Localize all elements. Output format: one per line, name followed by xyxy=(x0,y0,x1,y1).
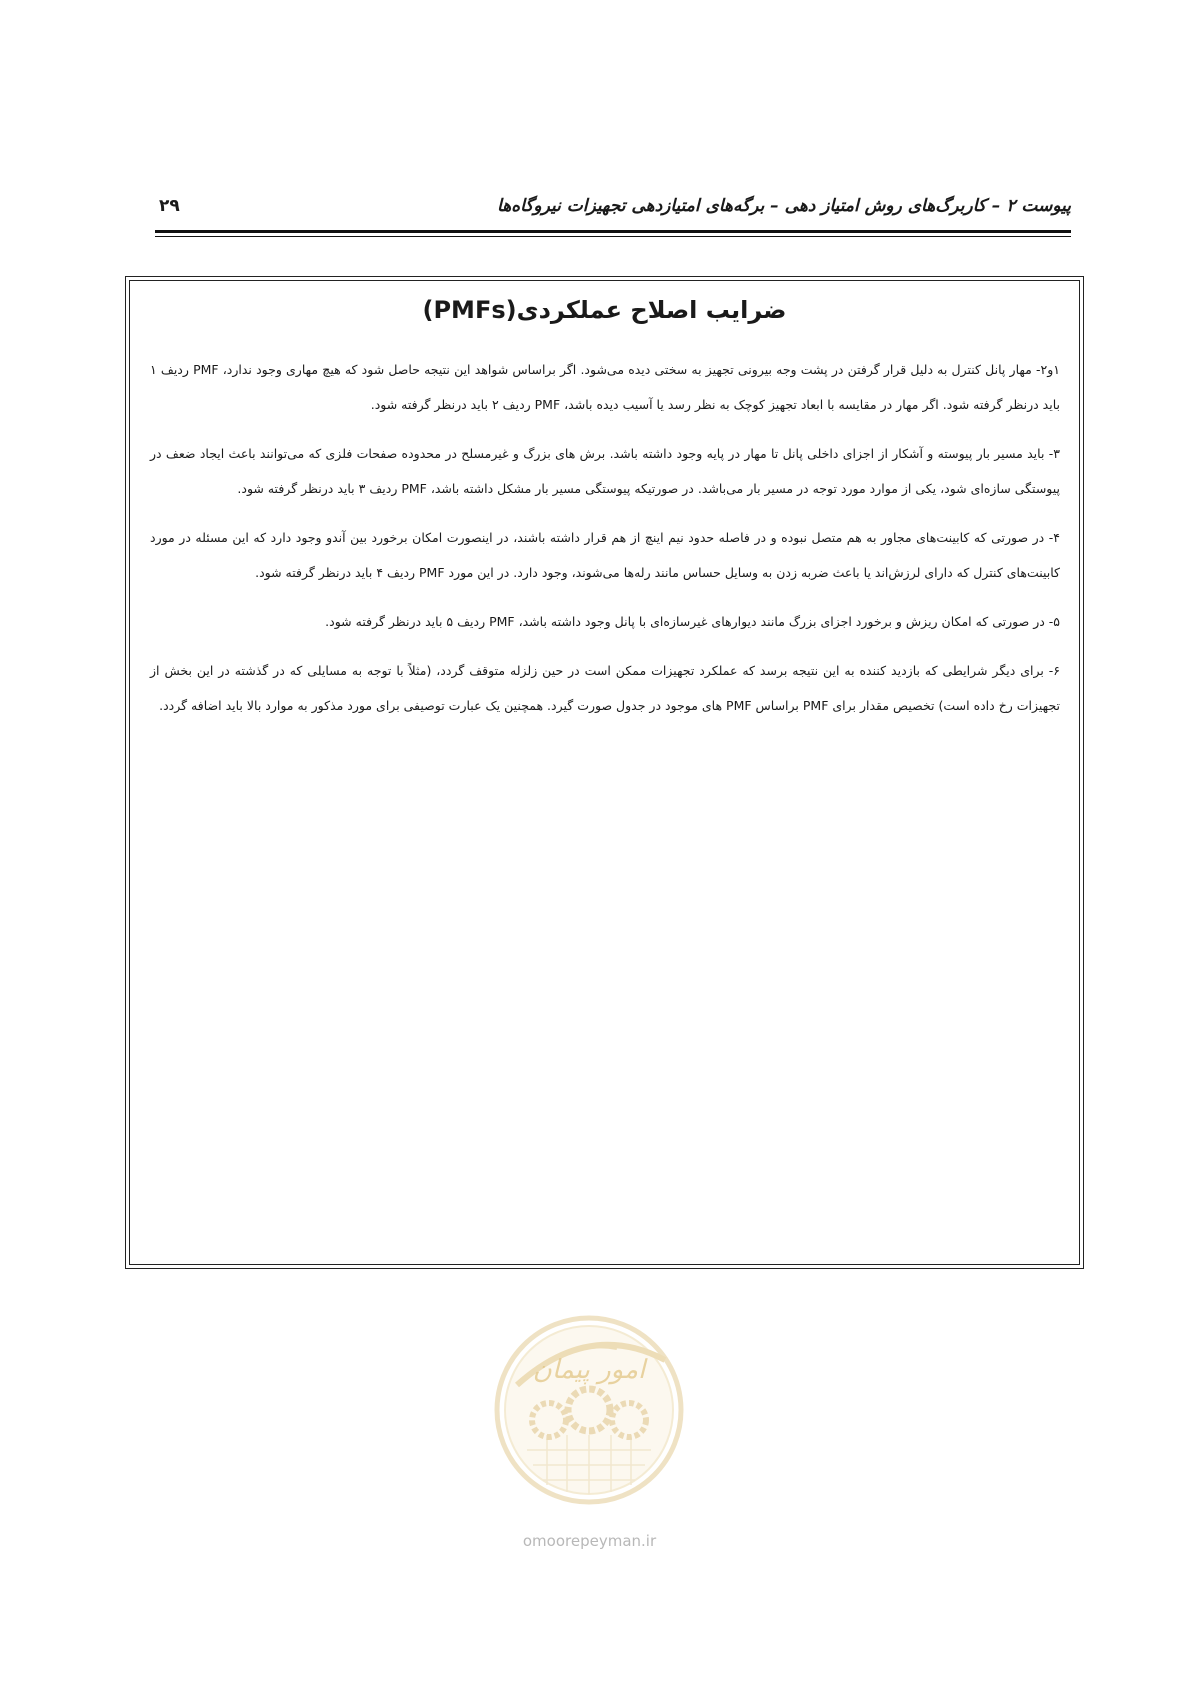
header-title: پیوست ۲ – کاربرگ‌های روش امتیاز دهی – برگه‌های امتیازدهی تجهیزات نیروگاه‌ها xyxy=(497,196,1071,216)
paragraph-pmf-1-2: ۱و۲- مهار پانل کنترل به دلیل قرار گرفتن در پشت وجه بیرونی تجهیز به سختی دیده می‌شود. اگر براساس شواهد این نتیجه حاصل شود که هیچ مهاری وجود ندارد، PMF ردیف ۱ باید درنظر گرفته شود. اگر مهار در مقایسه با ابعاد تجهیز کوچک به نظر رسد یا آسیب دیده باشد، PMF ردیف ۲ باید درنظر گرفته شود. xyxy=(150,362,1061,412)
watermark-caption: omoorepeyman.ir xyxy=(522,1532,657,1550)
watermark-logo xyxy=(487,1300,692,1525)
watermark-logo-text: امور پیمان xyxy=(532,1355,646,1385)
paragraph-pmf-3: ۳- باید مسیر بار پیوسته و آشکار از اجزای داخلی پانل تا مهار در پایه وجود داشته باشد. برش های بزرگ و غیرمسلح در محدوده صفحات فلزی که می‌توانند باعث ایجاد ضعف در پیوستگی سازه‌ای شود، یکی از موارد مورد توجه در مسیر بار می‌باشد. در صورتیکه پیوستگی مسیر بار مشکل داشته باشد، PMF ردیف ۳ باید درنظر گرفته شود. xyxy=(150,446,1060,496)
section-title: ضرایب اصلاح عملکردی(PMFs) xyxy=(422,296,787,324)
paragraph-pmf-4: ۴- در صورتی که کابینت‌های مجاور به هم متصل نبوده و در فاصله حدود نیم اینچ از هم قرار داشته باشند، در اینصورت امکان برخورد بین آندو وجود دارد که این مسئله در مورد کابینت‌های کنترل که دارای لرزش‌اند یا باعث ضربه زدن به وسایل حساس مانند رله‌ها می‌شوند، وجود دارد. در این مورد PMF ردیف ۴ باید درنظر گرفته شود. xyxy=(150,530,1060,580)
header-rule-thick xyxy=(155,230,1071,233)
page-number: ۲۹ xyxy=(159,196,180,216)
paragraph-pmf-6: ۶- برای دیگر شرایطی که بازدید کننده به این نتیجه برسد که عملکرد تجهیزات ممکن است در حین زلزله متوقف گردد، (مثلاً با توجه به مسایلی که در گذشته در این بخش از تجهیزات رخ داده است) تخصیص مقدار برای PMF براساس PMF های موجود در جدول صورت گیرد. همچنین یک عبارت توصیفی برای مورد مذکور به موارد بالا باید اضافه گردد. xyxy=(150,663,1060,713)
paragraph-pmf-5: ۵- در صورتی که امکان ریزش و برخورد اجزای بزرگ مانند دیوارهای غیرسازه‌ای با پانل وجود داشته باشد، PMF ردیف ۵ باید درنظر گرفته شود. xyxy=(325,614,1060,629)
content-body xyxy=(150,352,1060,737)
header-rule-thin xyxy=(155,236,1071,237)
